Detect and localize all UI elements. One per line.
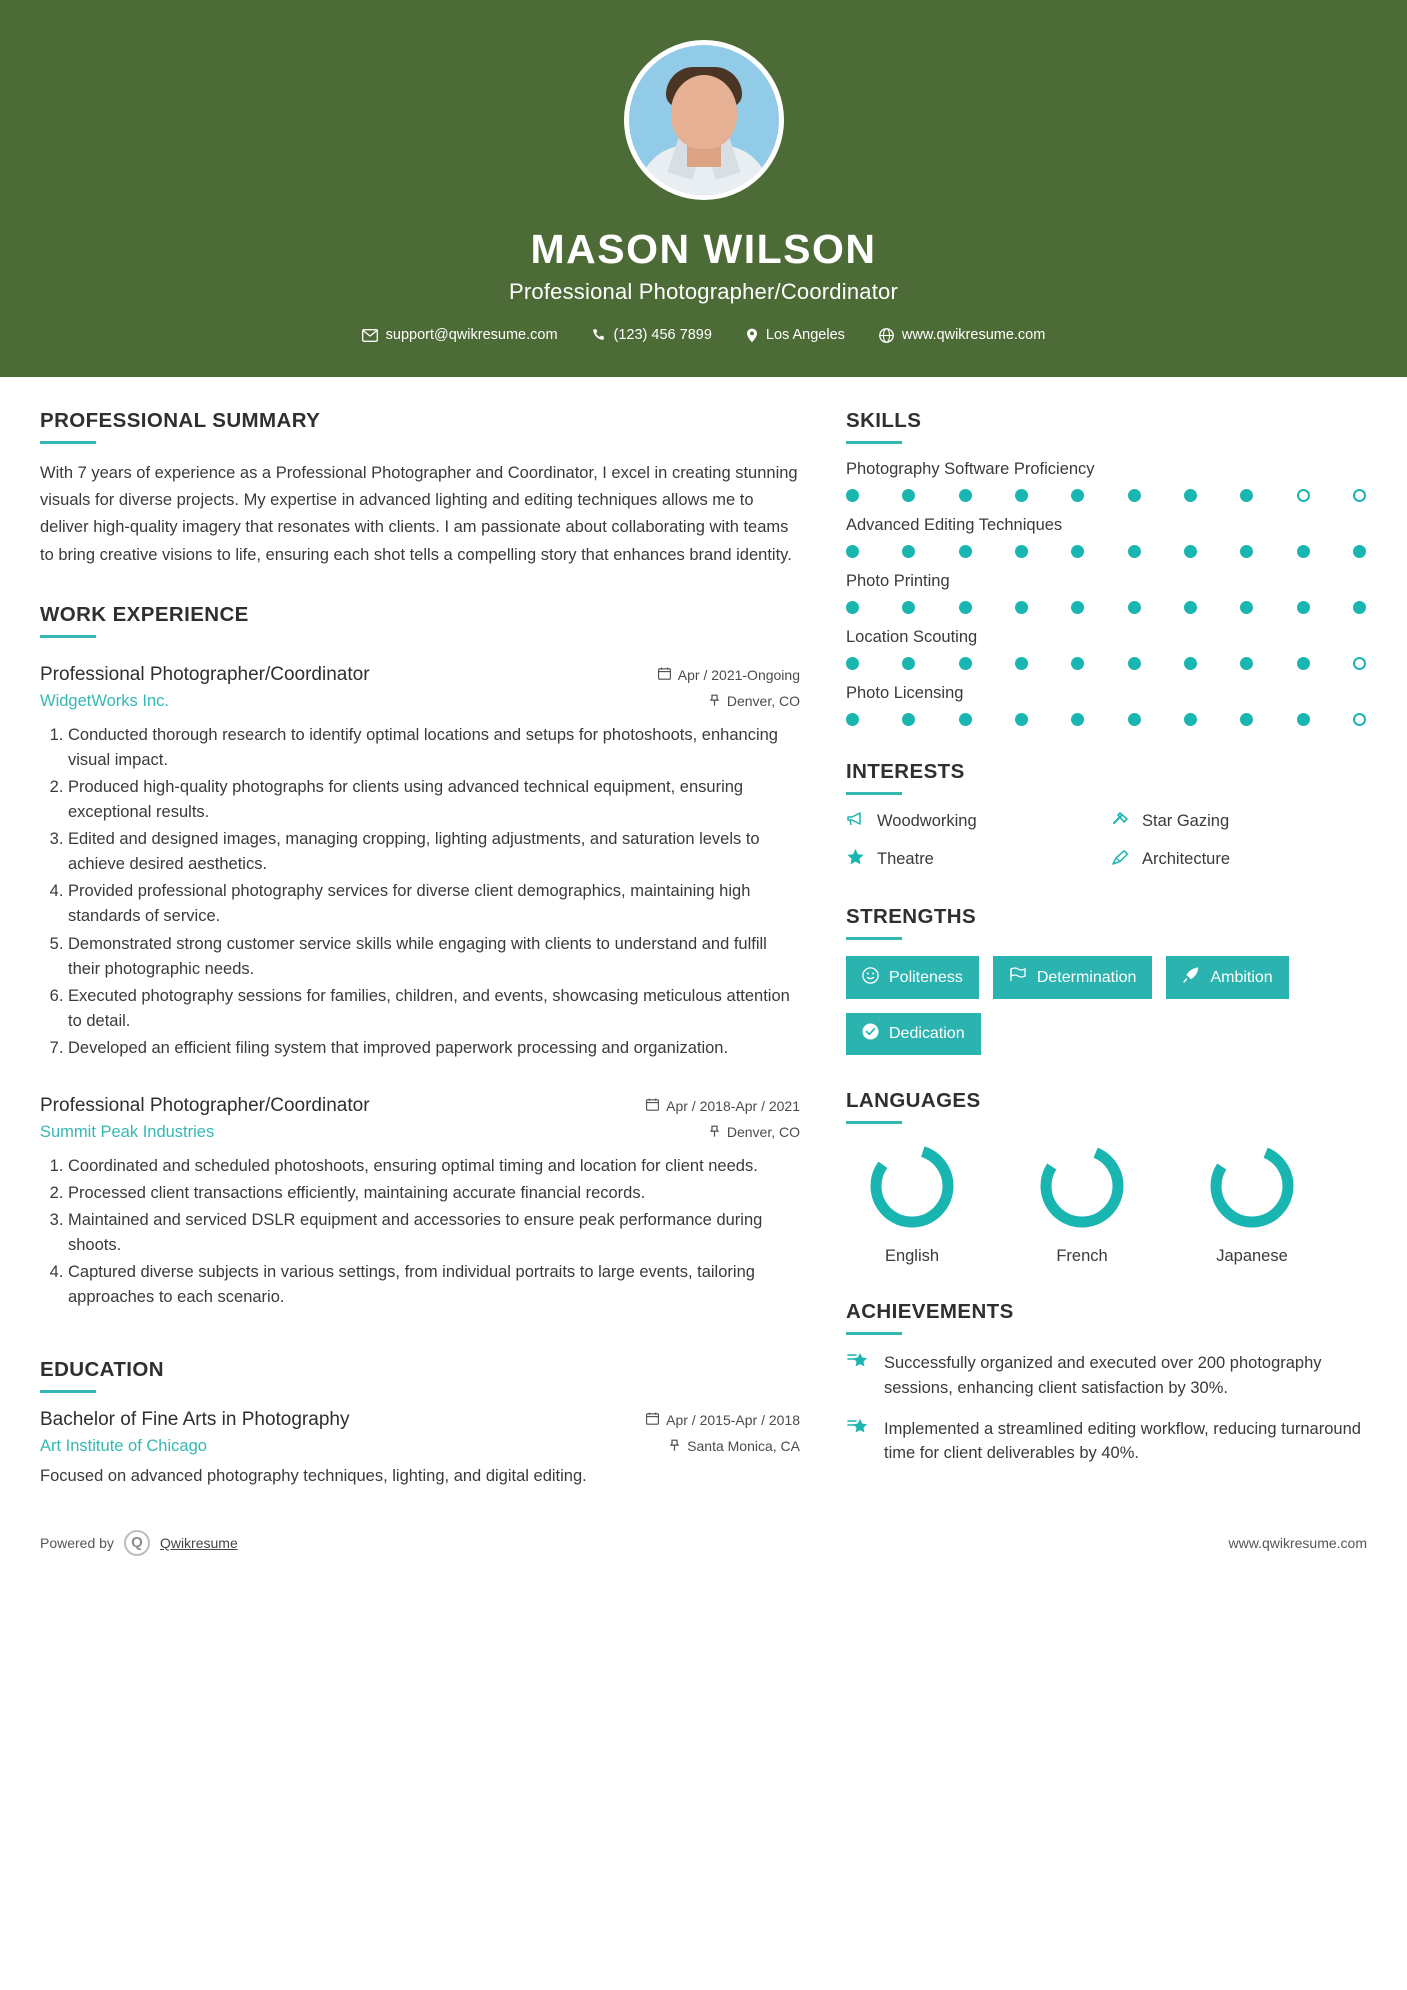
list-item: 5. Demonstrated strong customer service skills while engaging with clients to understand and fulfill their photographic needs. [68,932,800,982]
powered-by [40,1530,238,1556]
list-item: 4. Captured diverse subjects in various settings, from individual portraits to large events, tailoring approaches to each scenario. [68,1260,800,1310]
strength-label: Politeness [889,968,963,986]
qwikresume-logo-icon: Q [124,1530,150,1556]
education-dates-text: Apr / 2015-Apr / 2018 [666,1412,800,1429]
section-rule [846,792,902,795]
interest-item [846,811,1101,832]
check-circle-icon [862,1023,879,1045]
achievement-text: Successfully organized and executed over 200 photography sessions, enhancing client satisfaction by 30%. [884,1354,1322,1397]
skill-item [846,516,1366,558]
skill-rating [846,601,1366,614]
language-item [1016,1140,1148,1266]
right-column [846,409,1366,1490]
strength-chip [1166,956,1288,999]
list-item: 1. Conducted thorough research to identify optimal locations and setups for photoshoots, enhancing visual impact. [68,723,800,773]
work-entry [40,664,800,1061]
section-strengths [846,905,1366,1055]
job-location [709,693,800,709]
skill-item [846,628,1366,670]
powered-by-label: Powered by [40,1534,114,1551]
section-rule [846,1332,902,1335]
list-item: 4. Provided professional photography services for diverse client demographics, maintaining high standards of service. [68,879,800,929]
contact-location-text: Los Angeles [765,327,845,343]
section-rule [40,441,96,444]
degree-title: Bachelor of Fine Arts in Photography [40,1409,350,1431]
section-work-experience [40,603,800,1310]
job-bullets [40,1154,800,1310]
skill-item [846,572,1366,614]
section-interests [846,760,1366,871]
list-item: 3. Edited and designed images, managing cropping, lighting adjustments, and saturation levels to achieve desired aesthetics. [68,827,800,877]
strength-chip [846,956,979,999]
section-title-strengths: STRENGTHS [846,905,977,928]
job-location [709,1124,800,1140]
skill-rating [846,545,1366,558]
flag-icon [1009,967,1027,988]
language-label: Japanese [1216,1247,1288,1265]
section-rule [846,441,902,444]
contact-location [746,327,845,343]
achievement-item [846,1351,1366,1401]
section-rule [40,1390,96,1393]
job-bullets [40,723,800,1061]
job-title: Professional Photographer/Coordinator [40,1094,370,1116]
language-label: English [884,1247,940,1265]
language-gauge [1036,1140,1128,1232]
section-rule [40,635,96,638]
job-dates [646,1098,800,1114]
rocket-icon [1182,966,1200,989]
skill-rating [846,489,1366,502]
contact-phone[interactable] [592,327,712,343]
job-dates-text: Apr / 2021-Ongoing [677,666,800,683]
list-item: 1. Coordinated and scheduled photoshoots, ensuring optimal timing and location for client needs. [68,1154,800,1179]
list-item: 2. Produced high-quality photographs for clients using advanced technical equipment, ensuring exceptional results. [68,775,800,825]
contact-website[interactable] [879,327,1045,343]
pin-icon [709,693,720,709]
interest-label: Architecture [1142,850,1231,868]
language-label: French [1056,1247,1108,1265]
interest-label: Woodworking [877,812,977,830]
section-rule [846,937,902,940]
list-item: 2. Processed client transactions efficiently, maintaining accurate financial records. [68,1181,800,1206]
section-title-education: EDUCATION [40,1358,164,1382]
page-title: MASON WILSON [530,226,877,272]
contact-phone-text: (123) 456 7899 [613,327,712,343]
language-item [846,1140,978,1266]
section-title-summary: PROFESSIONAL SUMMARY [40,409,321,432]
contact-row [0,327,1407,343]
section-title-interests: INTERESTS [846,760,965,783]
resume-body [0,377,1407,1490]
skill-label: Photo Printing [846,572,950,590]
hammer-icon [1111,811,1130,832]
skill-label: Photography Software Proficiency [846,460,1095,478]
job-dates [658,667,800,683]
job-location-text: Denver, CO [726,1123,800,1140]
interest-label: Theatre [877,850,934,868]
job-location-text: Denver, CO [726,692,800,709]
skill-item [846,460,1366,502]
language-gauge [866,1140,958,1232]
achievement-item [846,1417,1366,1467]
star-icon [846,848,865,871]
page-footer [0,1530,1407,1582]
strength-label: Ambition [1210,968,1273,986]
contact-website-text: www.qwikresume.com [901,327,1046,343]
calendar-icon [658,667,671,683]
education-entry [40,1409,800,1490]
education-description: Focused on advanced photography techniques, lighting, and digital editing. [40,1467,587,1486]
interest-item [1111,811,1366,832]
skill-label: Advanced Editing Techniques [846,516,1063,534]
skill-rating [846,657,1366,670]
section-skills [846,409,1366,726]
qwikresume-link[interactable]: Qwikresume [159,1534,238,1551]
calendar-icon [646,1412,659,1428]
left-column [40,409,800,1490]
list-item: 6. Executed photography sessions for families, children, and events, showcasing meticulous attention to detail. [68,984,800,1034]
summary-text: With 7 years of experience as a Professional Photographer and Coordinator, I excel in creating stunning visuals for diverse projects. My expertise in advanced lighting and editing techniques allows me to deliver high-quality imagery that resonates with clients. I am passionate about collaborating with teams to bring creative visions to life, ensuring each shot tells a compelling story that enhances brand identity. [40,464,798,564]
badge-star-icon [846,1351,870,1401]
globe-icon [879,328,894,343]
education-dates [646,1412,800,1428]
pen-icon [1111,849,1130,871]
interest-item [1111,848,1366,871]
skill-label: Location Scouting [846,628,978,646]
achievement-text: Implemented a streamlined editing workflow, reducing turnaround time for client deliverables by 40%. [884,1419,1361,1463]
job-dates-text: Apr / 2018-Apr / 2021 [666,1097,800,1114]
phone-icon [592,328,606,342]
pin-icon [669,1438,680,1454]
language-item [1186,1140,1318,1266]
section-languages [846,1089,1366,1266]
calendar-icon [646,1098,659,1114]
company-name: WidgetWorks Inc. [40,691,169,710]
section-education [40,1358,800,1490]
smiley-icon [862,967,879,989]
skill-item [846,684,1366,726]
school-name: Art Institute of Chicago [40,1437,207,1456]
badge-star-icon [846,1417,870,1467]
skill-label: Photo Licensing [846,684,964,702]
strength-chip [993,956,1153,999]
strength-label: Determination [1036,968,1137,986]
section-achievements [846,1300,1366,1466]
contact-email[interactable] [362,327,558,343]
resume-header [0,0,1407,377]
list-item: 3. Maintained and serviced DSLR equipment and accessories to ensure peak performance during shoots. [68,1208,800,1258]
section-title-languages: LANGUAGES [846,1089,981,1112]
education-location [669,1438,800,1454]
section-rule [846,1121,902,1124]
list-item: 7. Developed an efficient filing system that improved paperwork processing and organization. [68,1036,800,1061]
language-gauge [1206,1140,1298,1232]
job-title: Professional Photographer/Coordinator [40,663,370,685]
contact-email-text: support@qwikresume.com [385,327,558,343]
section-title-skills: SKILLS [846,409,922,432]
section-title-work: WORK EXPERIENCE [40,602,249,626]
email-icon [362,329,378,342]
location-icon [746,328,758,343]
skill-rating [846,713,1366,726]
pin-icon [709,1124,720,1140]
avatar [624,40,784,200]
education-location-text: Santa Monica, CA [687,1438,800,1455]
strength-chip [846,1013,981,1055]
company-name: Summit Peak Industries [40,1122,215,1141]
job-role-subtitle: Professional Photographer/Coordinator [509,279,898,304]
section-professional-summary [40,409,800,569]
work-entry [40,1095,800,1310]
interest-label: Star Gazing [1142,812,1230,830]
strength-label: Dedication [889,1025,965,1042]
footer-url[interactable]: www.qwikresume.com [1228,1534,1367,1551]
section-title-achievements: ACHIEVEMENTS [846,1300,1014,1323]
interest-item [846,848,1101,871]
megaphone-icon [846,811,865,832]
